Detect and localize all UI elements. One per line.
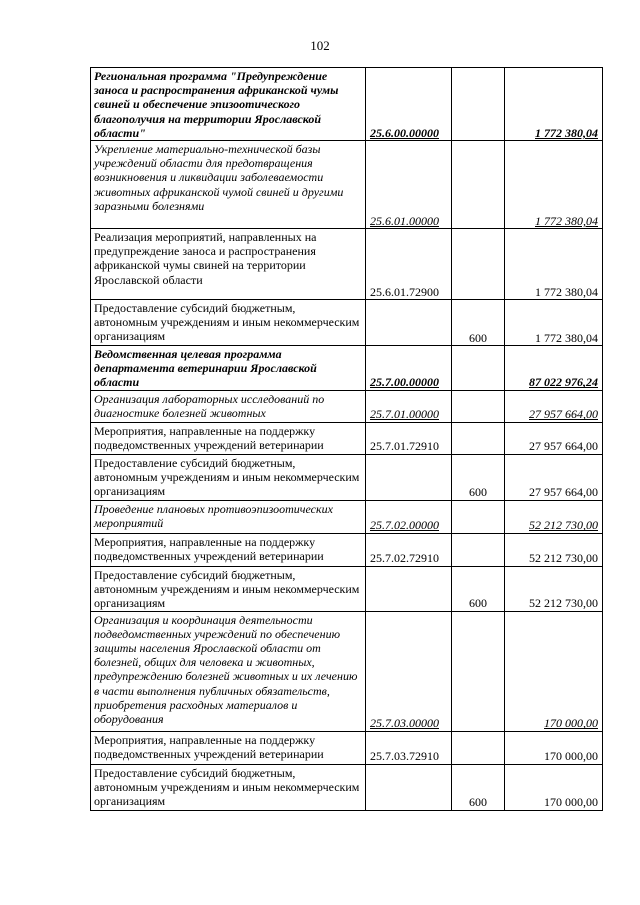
row-name: Ведомственная целевая программа департамента ветеринарии Ярославской области (91, 346, 366, 391)
row-amount: 1 772 380,04 (505, 141, 603, 229)
row-code: 25.7.02.72910 (366, 533, 452, 566)
row-amount: 1 772 380,04 (505, 300, 603, 346)
row-code: 25.6.01.00000 (366, 141, 452, 229)
row-vr: 600 (452, 454, 505, 500)
row-vr (452, 390, 505, 422)
row-vr (452, 731, 505, 764)
table-row (91, 422, 603, 454)
row-amount: 170 000,00 (505, 764, 603, 810)
table-row (91, 346, 603, 391)
table-row (91, 141, 603, 229)
row-amount: 52 212 730,00 (505, 566, 603, 611)
row-amount: 52 212 730,00 (505, 533, 603, 566)
row-amount: 87 022 976,24 (505, 346, 603, 391)
table-row (91, 300, 603, 346)
row-name: Укрепление материально-технической базы учреждений области для предотвращения возникновения и ликвидации заболеваемости животных африканской чумой свиней и другими заразными болезнями (91, 141, 366, 229)
table-row (91, 390, 603, 422)
table-row (91, 229, 603, 300)
row-vr: 600 (452, 300, 505, 346)
row-code: 25.7.03.00000 (366, 611, 452, 731)
table-row (91, 731, 603, 764)
table-row (91, 764, 603, 810)
row-vr: 600 (452, 764, 505, 810)
row-vr: 600 (452, 566, 505, 611)
row-amount: 170 000,00 (505, 611, 603, 731)
table-row (91, 68, 603, 141)
row-code (366, 300, 452, 346)
row-amount: 27 957 664,00 (505, 422, 603, 454)
row-vr (452, 141, 505, 229)
row-name: Мероприятия, направленные на поддержку подведомственных учреждений ветеринарии (91, 422, 366, 454)
table-row (91, 533, 603, 566)
row-amount: 1 772 380,04 (505, 68, 603, 141)
budget-table (90, 67, 603, 811)
row-name: Предоставление субсидий бюджетным, автономным учреждениям и иным некоммерческим организациям (91, 566, 366, 611)
table-row (91, 566, 603, 611)
row-code (366, 454, 452, 500)
row-code: 25.7.02.00000 (366, 500, 452, 533)
page-number: 102 (310, 38, 330, 53)
row-code: 25.7.01.72910 (366, 422, 452, 454)
row-name: Предоставление субсидий бюджетным, автономным учреждениям и иным некоммерческим организациям (91, 300, 366, 346)
row-amount: 1 772 380,04 (505, 229, 603, 300)
row-vr (452, 422, 505, 454)
row-code: 25.7.01.00000 (366, 390, 452, 422)
row-code (366, 566, 452, 611)
row-code (366, 764, 452, 810)
row-vr (452, 68, 505, 141)
row-code: 25.6.00.00000 (366, 68, 452, 141)
row-amount: 27 957 664,00 (505, 454, 603, 500)
row-vr (452, 229, 505, 300)
row-name: Региональная программа "Предупреждение заноса и распространения африканской чумы свиней и обеспечение эпизоотического благополучия на территории Ярославской области" (91, 68, 366, 141)
row-name: Мероприятия, направленные на поддержку подведомственных учреждений ветеринарии (91, 731, 366, 764)
row-name: Предоставление субсидий бюджетным, автономным учреждениям и иным некоммерческим организациям (91, 764, 366, 810)
row-code: 25.6.01.72900 (366, 229, 452, 300)
table-row (91, 611, 603, 731)
row-name: Реализация мероприятий, направленных на предупреждение заноса и распространения африканской чумы свиней на территории Ярославской области (91, 229, 366, 300)
row-amount: 170 000,00 (505, 731, 603, 764)
row-name: Организация и координация деятельности подведомственных учреждений по обеспечению защиты населения Ярославской области от болезней, общих для человека и животных, предупреждению болезней животных и их лечению в части выполнения публичных обязательств, приобретения расходных материалов и оборудования (91, 611, 366, 731)
row-vr (452, 533, 505, 566)
row-name: Организация лабораторных исследований по диагностике болезней животных (91, 390, 366, 422)
row-amount: 27 957 664,00 (505, 390, 603, 422)
row-vr (452, 346, 505, 391)
row-code: 25.7.00.00000 (366, 346, 452, 391)
row-vr (452, 500, 505, 533)
table-row (91, 500, 603, 533)
row-vr (452, 611, 505, 731)
row-name: Проведение плановых противоэпизоотических мероприятий (91, 500, 366, 533)
row-code: 25.7.03.72910 (366, 731, 452, 764)
row-name: Предоставление субсидий бюджетным, автономным учреждениям и иным некоммерческим организациям (91, 454, 366, 500)
table-row (91, 454, 603, 500)
row-name: Мероприятия, направленные на поддержку подведомственных учреждений ветеринарии (91, 533, 366, 566)
row-amount: 52 212 730,00 (505, 500, 603, 533)
